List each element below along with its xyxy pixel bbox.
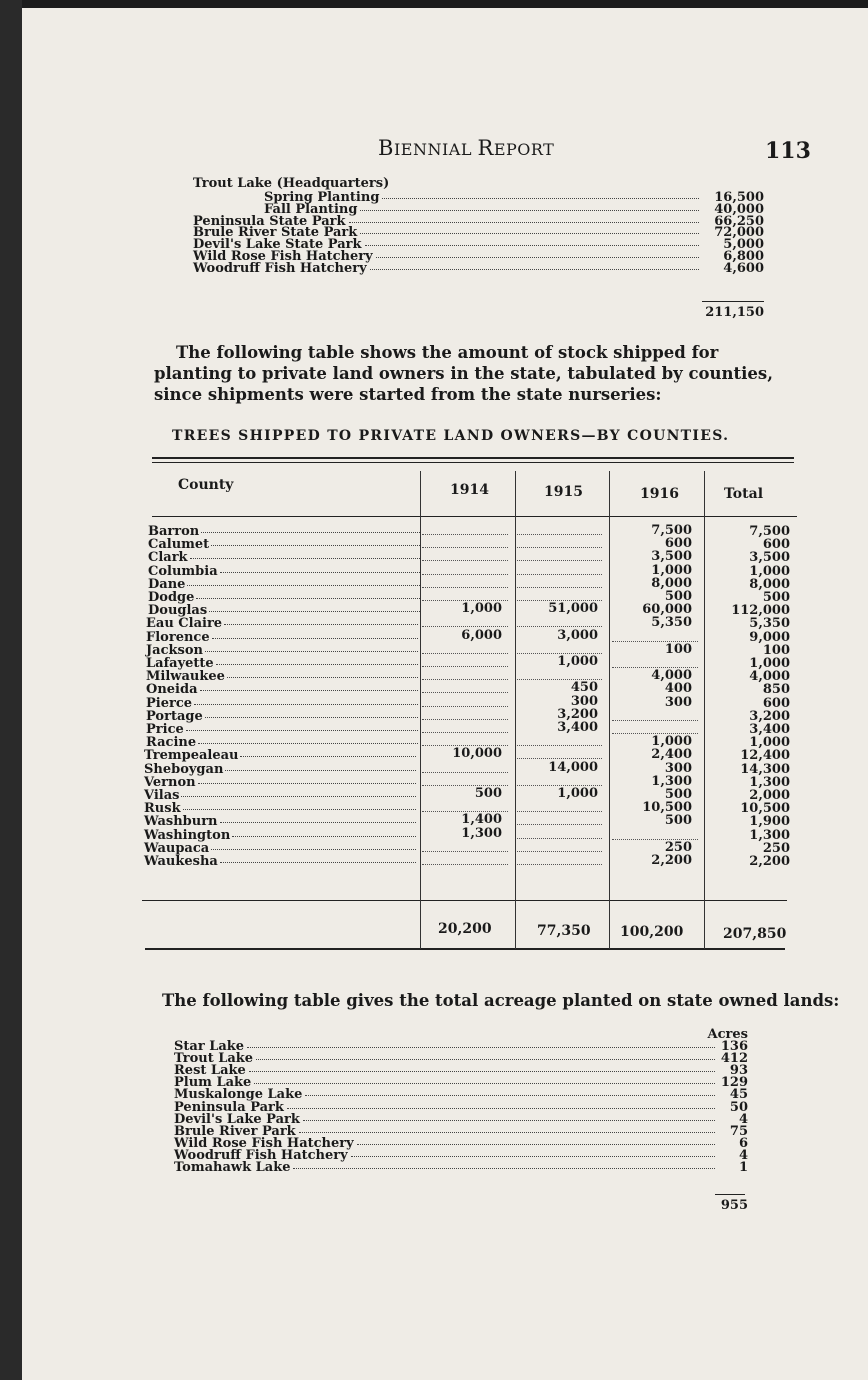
acreage-row-label: Plum Lake [174,1075,252,1091]
empty-cell-dots [422,731,508,733]
cell-y1916: 3,500 [651,549,692,565]
county-name [148,524,420,537]
leader-dots [200,690,419,691]
leader-dots [376,257,699,258]
empty-cell-dots [517,533,602,535]
table-bottom-rule [145,948,785,950]
leader-dots [303,1120,715,1121]
col-divider-3 [609,471,610,949]
empty-cell-dots [612,719,698,721]
total-1914: 20,200 [438,921,492,937]
leader-dots [183,809,416,810]
cell-y1915: 300 [570,693,598,709]
county-label: Washburn [144,814,218,830]
col-divider-2 [515,471,516,949]
cell-total: 2,200 [749,854,790,869]
county-label: Lafayette [146,656,214,671]
cell-total: 1,000 [749,563,790,579]
leader-dots [220,862,416,863]
empty-cell-dots [517,823,602,825]
hq-row-label: Devil's Lake State Park [193,237,362,253]
county-name [146,643,418,656]
county-name [148,590,420,603]
county-label: Calumet [148,537,210,553]
acreage-row-value: 136 [720,1039,748,1054]
cell-y1915: 3,200 [557,706,598,722]
cell-total: 10,500 [740,801,790,817]
empty-cell-dots [422,691,508,693]
cell-y1914: 10,000 [452,746,502,762]
county-name [144,788,416,801]
county-name [146,709,418,722]
leader-dots [224,624,418,625]
paragraph-acreage: The following table gives the total acreage planted on state owned lands: [162,991,840,1010]
leader-dots [212,638,418,639]
acreage-row [174,1162,748,1174]
cell-total: 3,500 [749,550,790,566]
cell-y1914: 500 [474,786,502,801]
county-label: Jackson [146,642,203,658]
cell-total: 14,300 [740,761,790,777]
county-name [148,537,420,553]
table-header-rule [152,516,797,517]
empty-cell-dots [517,744,602,746]
cell-y1916: 7,500 [651,523,692,538]
empty-cell-dots [422,559,508,561]
cell-y1916: 300 [664,694,692,710]
county-name [146,735,418,751]
county-name [144,814,416,830]
empty-cell-dots [422,652,508,654]
empty-cell-dots [422,573,508,575]
acreage-row-value: 45 [729,1087,748,1103]
acreage-row-value: 6 [738,1135,748,1151]
empty-cell-dots [422,863,508,865]
leader-dots [190,558,420,559]
cell-y1916: 500 [664,787,692,802]
acreage-row-label: Rest Lake [174,1063,246,1079]
page-number: 113 [765,138,811,164]
county-label: Clark [148,550,188,566]
acreage-row-label: Tomahawk Lake [174,1160,291,1175]
hq-heading: Trout Lake (Headquarters) [193,176,390,191]
hq-row-value: 66,250 [714,213,764,229]
cell-y1916: 1,000 [651,562,692,578]
county-label: Oneida [146,682,198,698]
county-label: Dodge [148,590,195,605]
county-label: Dane [148,576,186,592]
leader-dots [220,822,416,823]
acreage-row-value: 412 [720,1051,748,1067]
leader-dots [216,664,418,665]
leader-dots [351,1156,715,1157]
cell-y1916: 8,000 [651,575,692,591]
cell-y1916: 1,300 [651,773,692,789]
empty-cell-dots [517,573,602,575]
cell-y1916: 5,350 [651,615,692,631]
hq-row-value: 5,000 [723,237,764,253]
cell-y1914: 6,000 [461,627,502,643]
cell-total: 100 [762,642,790,658]
cell-total: 600 [762,695,790,711]
leader-dots [305,1095,715,1096]
leader-dots [370,269,699,270]
hq-total: 211,150 [705,305,764,320]
leader-dots [209,611,420,612]
cell-y1915: 3,400 [557,720,598,735]
cell-y1916: 2,200 [651,853,692,868]
cell-total: 3,400 [749,722,790,737]
hq-row-value: 6,800 [723,249,764,264]
cell-total: 12,400 [740,748,790,764]
county-name [144,828,416,841]
cell-y1916: 10,500 [642,800,692,816]
county-name [146,696,418,709]
county-label: Vernon [144,774,196,790]
cell-y1916: 300 [664,760,692,776]
leader-dots [187,585,420,586]
leader-dots [360,233,699,234]
empty-cell-dots [517,559,602,561]
cell-total: 250 [762,840,790,856]
cell-total: 500 [762,590,790,605]
empty-cell-dots [517,850,602,852]
acreage-row-label: Devil's Lake Park [174,1111,300,1127]
leader-dots [205,651,418,652]
leader-dots [382,198,699,199]
leader-dots [186,730,418,731]
cell-y1915: 1,000 [557,786,598,801]
cell-y1916: 600 [664,536,692,552]
county-label: Douglas [148,603,208,619]
cell-y1916: 4,000 [651,668,692,684]
empty-cell-dots [517,810,602,812]
cell-total: 850 [762,682,790,698]
leader-dots [360,210,699,211]
leader-dots [287,1108,715,1109]
table-caption: TREES SHIPPED TO PRIVATE LAND OWNERS—BY COUNTIES. [172,428,730,444]
leader-dots [227,677,418,678]
cell-y1916: 60,000 [642,602,692,618]
paragraph-stock-shipped: The following table shows the amount of stock shipped for planting to private land owners in the state, tabulated by counties, since shipments were started from the state nurseries: [154,343,773,404]
county-label: Rusk [144,801,181,817]
hq-row-value: 4,600 [723,260,764,276]
leader-dots [220,572,420,573]
acreage-row-label: Star Lake [174,1039,245,1054]
county-label: Pierce [146,695,193,711]
cell-total: 1,900 [749,814,790,830]
hq-row-label: Brule River State Park [193,225,358,241]
cell-y1916: 250 [664,839,692,855]
county-name [148,577,420,590]
hq-row-value: 16,500 [714,190,764,205]
acreage-row-value: 50 [729,1099,748,1115]
empty-cell-dots [422,678,508,680]
county-name [144,854,416,867]
acreage-row-label: Trout Lake [174,1051,254,1067]
cell-y1916: 1,000 [651,734,692,750]
county-name [146,722,418,735]
county-name [144,762,416,775]
acreage-row [174,1065,748,1077]
cell-total: 3,200 [749,708,790,724]
cell-y1915: 3,000 [557,627,598,643]
county-label: Trempealeau [144,748,239,764]
acreage-row [174,1041,748,1053]
hq-total-rule [702,301,764,302]
cell-y1915: 450 [570,680,598,696]
cell-y1916: 500 [664,589,692,604]
county-name [148,603,420,619]
hq-row-label: Fall Planting [264,201,358,217]
leader-dots [365,245,700,246]
acreage-row-value: 1 [738,1160,748,1175]
county-label: Price [146,722,184,737]
county-label: Vilas [144,788,180,803]
empty-cell-dots [422,665,508,667]
cell-total: 5,350 [749,616,790,632]
county-name [146,630,418,643]
leader-dots [201,532,420,533]
county-label: Washington [144,827,231,843]
col-divider-4 [704,471,705,949]
leader-dots [225,770,416,771]
county-label: Racine [146,735,197,751]
hq-row-label: Woodruff Fish Hatchery [193,260,367,276]
empty-cell-dots [422,850,508,852]
county-name [144,801,416,817]
cell-y1914: 1,000 [461,601,502,617]
county-label: Portage [146,708,203,724]
acreage-row-value: 93 [729,1063,748,1079]
table-top-rule-2 [152,462,794,463]
county-name [144,775,416,788]
table-sum-rule [142,900,787,901]
hq-row-label: Spring Planting [264,190,380,205]
leader-dots [211,849,416,850]
cell-total: 9,000 [749,629,790,645]
empty-cell-dots [517,586,602,588]
cell-y1916: 500 [664,813,692,829]
acres-header: Acres [707,1027,748,1042]
leader-dots [256,1059,715,1060]
empty-cell-dots [422,533,508,535]
cell-y1915: 14,000 [548,759,598,775]
total-all: 207,850 [723,926,787,942]
empty-cell-dots [517,546,602,548]
county-label: Waupaca [144,840,210,856]
table-top-rule [152,457,794,459]
county-name [148,564,420,577]
header-total: Total [724,486,764,502]
cell-total: 600 [762,537,790,553]
leader-dots [205,717,418,718]
acreage-total-rule [715,1194,745,1195]
cell-total: 1,000 [749,735,790,751]
cell-y1916: 400 [664,681,692,697]
county-name [146,656,418,669]
county-name [148,550,420,566]
header-1915: 1915 [544,484,583,500]
book-page [22,8,868,1380]
leader-dots [357,1144,715,1145]
acreage-row-value: 75 [729,1123,748,1139]
acreage-row-value: 4 [738,1111,748,1127]
header-county: County [178,477,234,493]
county-label: Sheboygan [144,761,224,777]
leader-dots [299,1132,715,1133]
cell-total: 4,000 [749,669,790,685]
county-name [144,748,416,764]
empty-cell-dots [422,771,508,773]
total-1915: 77,350 [537,923,591,939]
empty-cell-dots [422,586,508,588]
cell-total: 1,300 [749,827,790,843]
cell-y1914: 1,400 [461,812,502,828]
county-name [146,682,418,698]
county-label: Milwaukee [146,669,225,685]
leader-dots [293,1168,715,1169]
cell-total: 112,000 [731,603,790,619]
hq-row-value: 72,000 [714,225,764,241]
empty-cell-dots [422,705,508,707]
hq-row-label: Wild Rose Fish Hatchery [193,249,373,264]
county-name [144,841,416,854]
acreage-row-label: Woodruff Fish Hatchery [174,1147,348,1163]
leader-dots [194,704,418,705]
cell-y1916: 2,400 [651,747,692,763]
book-spine [0,0,22,1380]
leader-dots [240,756,416,757]
acreage-row [174,1053,748,1065]
cell-y1915: 51,000 [548,601,598,617]
acreage-row-label: Peninsula Park [174,1099,284,1115]
header-1914: 1914 [450,482,489,498]
cell-y1915: 1,000 [557,654,598,669]
cell-total: 7,500 [749,524,790,539]
col-divider-1 [420,471,421,949]
leader-dots [211,545,420,546]
cell-total: 1,300 [749,774,790,790]
county-name [146,616,418,632]
county-label: Columbia [148,563,218,579]
header-1916: 1916 [640,486,679,502]
running-header-title: BIENNIAL REPORT [378,136,555,160]
empty-cell-dots [517,863,602,865]
empty-cell-dots [422,718,508,720]
acreage-row-value: 129 [720,1075,748,1091]
hq-row-label: Peninsula State Park [193,213,346,229]
acreage-row-label: Brule River Park [174,1123,296,1139]
leader-dots [181,796,416,797]
county-label: Eau Claire [146,616,223,632]
cell-total: 1,000 [749,656,790,671]
leader-dots [349,222,699,223]
acreage-total: 955 [720,1198,748,1213]
county-label: Barron [148,524,200,539]
county-label: Florence [146,629,210,645]
leader-dots [232,836,416,837]
cell-y1916: 100 [664,641,692,657]
cell-total: 2,000 [749,788,790,803]
hq-row-value: 40,000 [714,201,764,217]
cell-total: 8,000 [749,576,790,592]
empty-cell-dots [517,837,602,839]
acreage-row-label: Wild Rose Fish Hatchery [174,1135,354,1151]
county-name [146,669,418,685]
leader-dots [196,598,420,599]
leader-dots [247,1047,715,1048]
cell-y1914: 1,300 [461,825,502,841]
county-label: Waukesha [144,854,218,869]
hq-row [193,260,764,276]
leader-dots [254,1083,715,1084]
empty-cell-dots [422,546,508,548]
leader-dots [198,743,418,744]
acreage-row-value: 4 [738,1147,748,1163]
leader-dots [249,1071,715,1072]
acreage-row-label: Muskalonge Lake [174,1087,303,1103]
total-1916: 100,200 [620,924,684,940]
leader-dots [198,783,416,784]
